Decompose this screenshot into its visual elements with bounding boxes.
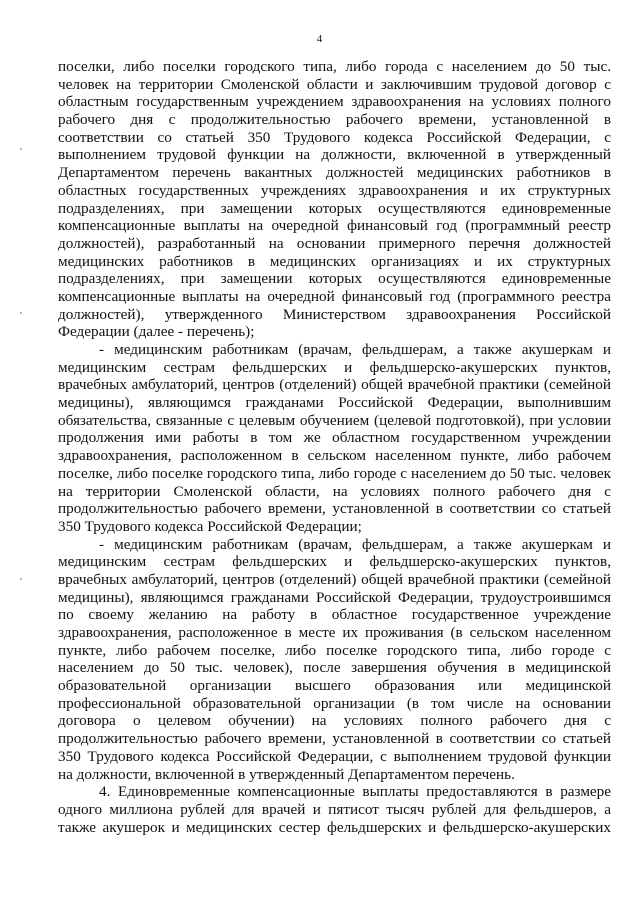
text-line: здравоохранения, расположенном в сельском населенном пункте, либо рабочем	[58, 447, 611, 465]
text-line: подразделениях, при замещении которых осуществляются единовременные	[58, 199, 611, 217]
text-line: договора о целевом обучении) на условиях полного рабочего дня с	[58, 712, 611, 730]
text-line: медицинским сестрам фельдшерских и фельдшерско-акушерских пунктов,	[58, 553, 611, 571]
text-line: на территории Смоленской области, на условиях полного рабочего дня с	[58, 482, 611, 500]
text-line: обязательства, связанные с целевым обучением (целевой подготовкой), при условии	[58, 411, 611, 429]
text-line: областных государственных учреждениях здравоохранения и их структурных	[58, 181, 611, 199]
text-line: Федерации (далее - перечень);	[58, 323, 255, 341]
text-line: поселке, либо поселке городского типа, либо городе с населением до 50 тыс. человек	[58, 464, 611, 482]
text-line: медицинских работников в медицинских организациях и их структурных	[58, 252, 611, 270]
text-line: поселки, либо поселки городского типа, либо города с населением до 50 тыс.	[58, 58, 611, 75]
text-line: соответствии со статьей 350 Трудового кодекса Российской Федерации, с	[58, 128, 611, 146]
text-line: продолжительностью рабочего времени, установленной в соответствии со статьей	[58, 730, 611, 748]
text-line: по своему желанию на работу в областное государственное учреждение	[58, 606, 611, 624]
scan-margin-mark	[20, 578, 22, 580]
text-line: на должности, включенной в утвержденный Департаментом перечень.	[58, 765, 515, 783]
text-line: человек на территории Смоленской области и заключившим трудовой договор с	[58, 75, 611, 93]
page-number: 4	[316, 33, 323, 45]
text-line: должностей), утвержденного Министерством здравоохранения Российской	[58, 305, 611, 323]
text-line: выполнением трудовой функции на должности, включенной в утвержденный	[58, 146, 611, 164]
text-line: Департаментом перечень вакантных должностей медицинских работников в	[58, 164, 611, 182]
text-line: образовательной организации высшего образования или медицинской	[58, 677, 611, 695]
text-line: 350 Трудового кодекса Российской Федерации, с выполнением трудовой функции	[58, 747, 611, 765]
paragraph	[58, 341, 611, 536]
text-line: компенсационные выплаты на очередной финансовый год (программный реестр	[58, 217, 611, 235]
scan-margin-mark	[20, 148, 22, 150]
document-body	[58, 58, 611, 836]
text-line: - медицинским работникам (врачам, фельдшерам, а также акушеркам и	[99, 341, 611, 358]
text-line: здравоохранения, расположенное в месте их проживания (в сельском населенном	[58, 624, 611, 641]
text-line: пункте, либо рабочем поселке, либо поселке городского типа, либо городе с	[58, 641, 611, 659]
paragraph	[58, 536, 611, 784]
text-line: одного миллиона рублей для врачей и пятисот тысяч рублей для фельдшеров, а	[58, 800, 611, 818]
text-line: - медицинским работникам (врачам, фельдшерам, а также акушеркам и	[99, 535, 611, 553]
text-line: областным государственным учреждением здравоохранения на условиях полного	[58, 93, 611, 111]
scan-margin-mark	[20, 312, 22, 314]
text-line: медицины), являющимся гражданами Российской Федерации, выполнившим	[58, 394, 611, 412]
text-line: 350 Трудового кодекса Российской Федерации;	[58, 517, 362, 535]
text-line: должностей), разработанный на основании примерного перечня должностей	[58, 234, 611, 252]
paragraph	[58, 783, 611, 836]
text-line: врачебных амбулаторий, центров (отделений) общей врачебной практики (семейной	[58, 376, 611, 394]
paragraph	[58, 58, 611, 341]
text-line: подразделениях, при замещении которых осуществляются единовременные	[58, 270, 611, 288]
text-line: врачебных амбулаторий, центров (отделений) общей врачебной практики (семейной	[58, 570, 611, 588]
text-line: также акушерок и медицинских сестер фельдшерских и фельдшерско-акушерских	[58, 818, 611, 836]
text-line: профессиональной образовательной организации (в том числе на основании	[58, 694, 611, 712]
text-line: 4. Единовременные компенсационные выплаты предоставляются в размере	[99, 783, 611, 801]
text-line: компенсационные выплаты на очередной финансовый год (программного реестра	[58, 287, 611, 305]
text-line: населением до 50 тыс. человек), после завершения обучения в медицинской	[58, 659, 611, 677]
text-line: медицинским сестрам фельдшерских и фельдшерско-акушерских пунктов,	[58, 358, 611, 376]
text-line: продолжения ими работы в том же областном государственном учреждении	[58, 429, 611, 447]
text-line: рабочего дня с продолжительностью рабочего времени, установленной в	[58, 111, 611, 129]
text-line: продолжительностью рабочего времени, установленной в соответствии со статьей	[58, 500, 611, 518]
text-line: медицины), являющимся гражданами Российской Федерации, трудоустроившимся	[58, 588, 611, 606]
